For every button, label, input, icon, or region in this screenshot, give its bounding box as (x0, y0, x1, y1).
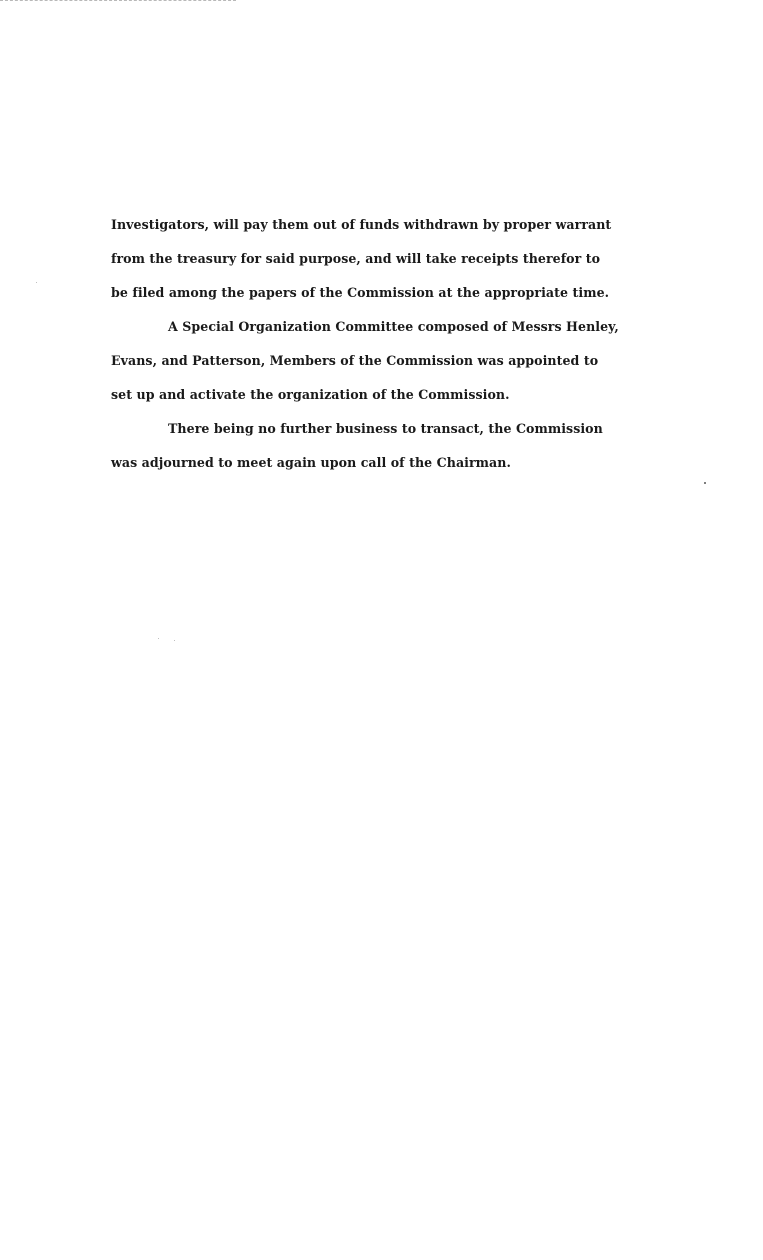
text-line: be filed among the papers of the Commission at the appropriate time. (111, 285, 610, 300)
scan-speck (174, 640, 175, 641)
text-line: from the treasury for said purpose, and will take receipts therefor to (111, 251, 601, 266)
text-line: was adjourned to meet again upon call of the Chairman. (111, 455, 511, 470)
scan-speck (704, 482, 706, 484)
text-line: Investigators, will pay them out of funds withdrawn by proper warrant (111, 217, 612, 232)
document-body (111, 214, 646, 486)
paragraph-start-line: A Special Organization Committee composed of Messrs Henley, (168, 319, 619, 334)
scan-speck (36, 282, 37, 283)
scan-speck (158, 638, 159, 639)
paragraph-start-line: There being no further business to transact, the Commission (168, 421, 603, 436)
text-line: set up and activate the organization of the Commission. (111, 387, 510, 402)
scan-edge-rule (0, 0, 236, 1)
text-line: Evans, and Patterson, Members of the Commission was appointed to (111, 353, 599, 368)
